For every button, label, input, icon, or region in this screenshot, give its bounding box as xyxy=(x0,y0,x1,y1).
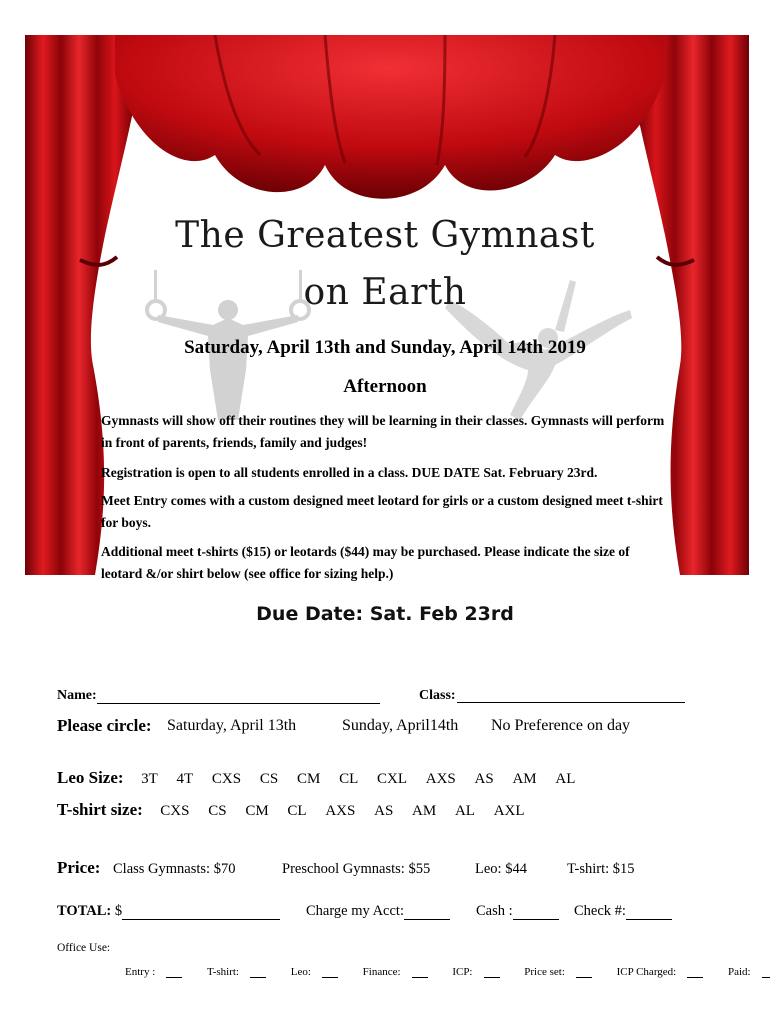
name-label: Name: xyxy=(57,688,97,703)
leo-size-option[interactable]: CXL xyxy=(376,771,407,787)
cash-label: Cash : xyxy=(476,903,513,919)
office-use-label: Office Use: xyxy=(57,942,111,954)
charge-account-field[interactable] xyxy=(404,906,450,920)
event-dates: Saturday, April 13th and Sunday, April 14th 2019 xyxy=(184,337,586,358)
cash-field[interactable] xyxy=(513,906,559,920)
office-field-blank[interactable] xyxy=(762,968,770,978)
check-number-label: Check #: xyxy=(574,903,626,919)
tshirt-size-option[interactable]: CXS xyxy=(160,803,190,819)
tshirt-size-option[interactable]: AL xyxy=(454,803,475,819)
leo-size-option[interactable]: CL xyxy=(339,771,359,787)
price-leo: Leo: $44 xyxy=(475,861,527,877)
leo-size-row xyxy=(57,768,590,788)
leo-size-option[interactable]: CM xyxy=(296,771,321,787)
tshirt-size-row xyxy=(57,800,540,820)
registration-paragraph: Registration is open to all students enrolled in a class. DUE DATE Sat. February 23rd. xyxy=(101,465,598,480)
tshirt-size-option[interactable]: CM xyxy=(245,803,269,819)
office-field-label: Finance: xyxy=(362,966,401,978)
office-field-blank[interactable] xyxy=(250,968,266,978)
total-currency: $ xyxy=(114,903,123,919)
office-field-label: T-shirt: xyxy=(207,966,239,978)
office-field-label: ICP Charged: xyxy=(616,966,677,978)
day-preference-row xyxy=(57,716,677,738)
leo-size-option[interactable]: CS xyxy=(259,771,279,787)
office-field-label: ICP: xyxy=(452,966,473,978)
total-label: TOTAL: xyxy=(57,903,112,919)
office-field-label: Price set: xyxy=(524,966,565,978)
office-field-label: Entry : xyxy=(125,966,156,978)
leo-size-label: Leo Size: xyxy=(57,768,124,787)
class-field[interactable] xyxy=(457,688,685,703)
description-paragraph: Gymnasts will show off their routines they will be learning in their classes. Gymnasts will perform in front of parents, friends, family and judges! xyxy=(101,413,665,450)
name-class-row xyxy=(57,688,697,708)
leo-size-option[interactable]: AS xyxy=(474,771,494,787)
price-class-gymnasts: Class Gymnasts: $70 xyxy=(113,861,236,877)
price-preschool-gymnasts: Preschool Gymnasts: $55 xyxy=(282,861,431,877)
option-sunday[interactable]: Sunday, April14th xyxy=(342,717,459,734)
total-field[interactable] xyxy=(122,906,280,920)
leo-size-option[interactable]: AM xyxy=(512,771,537,787)
name-field[interactable] xyxy=(97,690,380,704)
tshirt-size-option[interactable]: AS xyxy=(374,803,394,819)
additional-purchase-paragraph: Additional meet t-shirts ($15) or leotards ($44) may be purchased. Please indicate the size of leotard &/or shirt below (see office for sizing help.) xyxy=(101,544,630,581)
event-time: Afternoon xyxy=(343,376,427,397)
tshirt-size-option[interactable]: CS xyxy=(208,803,227,819)
office-field-label: Paid: xyxy=(727,966,751,978)
office-field-blank[interactable] xyxy=(687,968,703,978)
office-field-label: Leo: xyxy=(290,966,311,978)
class-label: Class: xyxy=(419,688,456,703)
price-tshirt: T-shirt: $15 xyxy=(567,861,635,877)
leo-size-option[interactable]: CXS xyxy=(211,771,242,787)
price-label: Price: xyxy=(57,858,101,877)
leo-size-option[interactable]: AXS xyxy=(425,771,456,787)
option-no-preference[interactable]: No Preference on day xyxy=(491,717,631,734)
leo-size-option[interactable]: AL xyxy=(555,771,576,787)
office-field-blank[interactable] xyxy=(576,968,592,978)
charge-account-label: Charge my Acct: xyxy=(306,903,404,919)
tshirt-size-option[interactable]: AXL xyxy=(493,803,525,819)
due-date-heading: Due Date: Sat. Feb 23rd xyxy=(256,603,514,625)
circle-label: Please circle: xyxy=(57,716,152,735)
check-number-field[interactable] xyxy=(626,906,672,920)
total-row xyxy=(57,903,707,923)
tshirt-size-option[interactable]: AXS xyxy=(325,803,356,819)
meet-entry-paragraph: Meet Entry comes with a custom designed meet leotard for girls or a custom designed meet t-shirt for boys. xyxy=(101,493,663,530)
leo-size-option[interactable]: 3T xyxy=(141,771,158,787)
leo-size-option[interactable]: 4T xyxy=(176,771,194,787)
price-row xyxy=(57,858,697,880)
tshirt-size-option[interactable]: AM xyxy=(412,803,437,819)
office-field-blank[interactable] xyxy=(412,968,428,978)
option-saturday[interactable]: Saturday, April 13th xyxy=(167,717,297,734)
tshirt-size-option[interactable]: CL xyxy=(287,803,307,819)
page-title-line2: on Earth xyxy=(303,272,467,313)
office-use-row xyxy=(125,966,770,978)
page-title-line1: The Greatest Gymnast xyxy=(175,215,595,256)
office-field-blank[interactable] xyxy=(166,968,182,978)
office-field-blank[interactable] xyxy=(322,968,338,978)
office-field-blank[interactable] xyxy=(484,968,500,978)
tshirt-size-label: T-shirt size: xyxy=(57,800,143,819)
